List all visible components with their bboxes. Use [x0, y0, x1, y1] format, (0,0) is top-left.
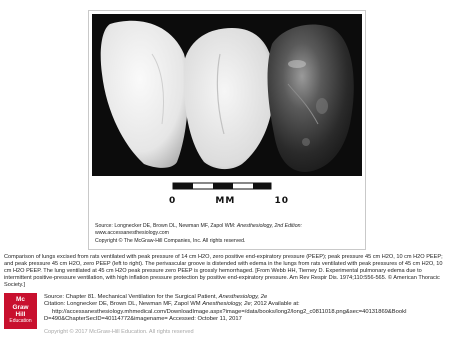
source-line — [44, 294, 448, 301]
lung-specimens-graphic — [92, 14, 362, 176]
footer-copyright: Copyright © 2017 McGraw-Hill Education. All rights reserved — [44, 329, 194, 335]
mcgraw-hill-education-logo — [4, 293, 37, 329]
logo-line-3: Hill — [15, 311, 26, 318]
figure-source-title: Anesthesiology, 2nd Edition: — [236, 223, 302, 229]
scale-bar — [89, 177, 359, 217]
source-prefix: Source: Chapter 81. Mechanical Ventilation for the Surgical Patient, — [44, 294, 219, 300]
logo-line-4: Education — [9, 318, 32, 325]
logo-line-1: Mc — [16, 296, 25, 304]
footer — [0, 291, 450, 338]
citation-book-title: Anesthesiology, 2e — [202, 301, 251, 308]
figure-caption: Comparison of lungs excised from rats ventilated with peak pressure of 14 cm H2O, zero positive end-expiratory pressure (PEEP); peak pressure 45 cm H2O, 10 cm H2O PEEP; and peak pressure 45 cm H2O, zero PEEP (left to right). The perivascular groove is distended with edema in the lungs from rats ventilated with peak pressures of 45 cm H2O, 10 cm H2O PEEP. The lung ventilated at 45 cm H2O peak pressure zero PEEP is grossly hemorrhaged. [From Webb HH, Tierney D. Experimental pulmonary edema due to intermittent positive-pressure ventilation, with high inflation pressure protection by positive end-expiratory pressure. Am Rev Respir Dis. 1974;110:556-565. © American Thoracic Society.] — [4, 254, 443, 289]
scale-label-zero: 0 — [169, 196, 177, 206]
citation-block — [44, 294, 448, 323]
lung-photograph — [92, 14, 362, 176]
citation-line — [44, 301, 448, 308]
figure-image — [88, 10, 366, 250]
scale-label-ten: 10 — [274, 196, 289, 206]
source-book-title: Anesthesiology, 2e — [218, 294, 268, 300]
logo-line-2: Graw — [12, 303, 29, 311]
figure-source-text — [95, 223, 360, 237]
scale-label-unit: MM — [215, 196, 236, 206]
citation-url-line-1[interactable]: http://accessanesthesiology.mhmedical.com/DownloadImage.aspx?image=/data/books/long2/long2_c0811018.png&sec=40131869&BookI — [52, 308, 407, 315]
figure-source-prefix: Source: Longnecker DE, Brown DL, Newman MF, Zapol WM: — [95, 223, 237, 229]
citation-suffix: ; 2012 Available at: — [250, 301, 300, 308]
citation-url-line-2[interactable]: D=490&ChapterSecID=40114772&imagename= Accessed: October 11, 2017 — [44, 315, 242, 322]
scale-labels — [169, 196, 289, 206]
citation-prefix: Citation: Longnecker DE, Brown DL, Newman MF, Zapol WM — [44, 301, 203, 308]
figure-source-url: www.accessanesthesiology.com — [95, 230, 170, 236]
figure-copyright: Copyright © The McGraw-Hill Companies, Inc. All rights reserved. — [95, 238, 246, 244]
